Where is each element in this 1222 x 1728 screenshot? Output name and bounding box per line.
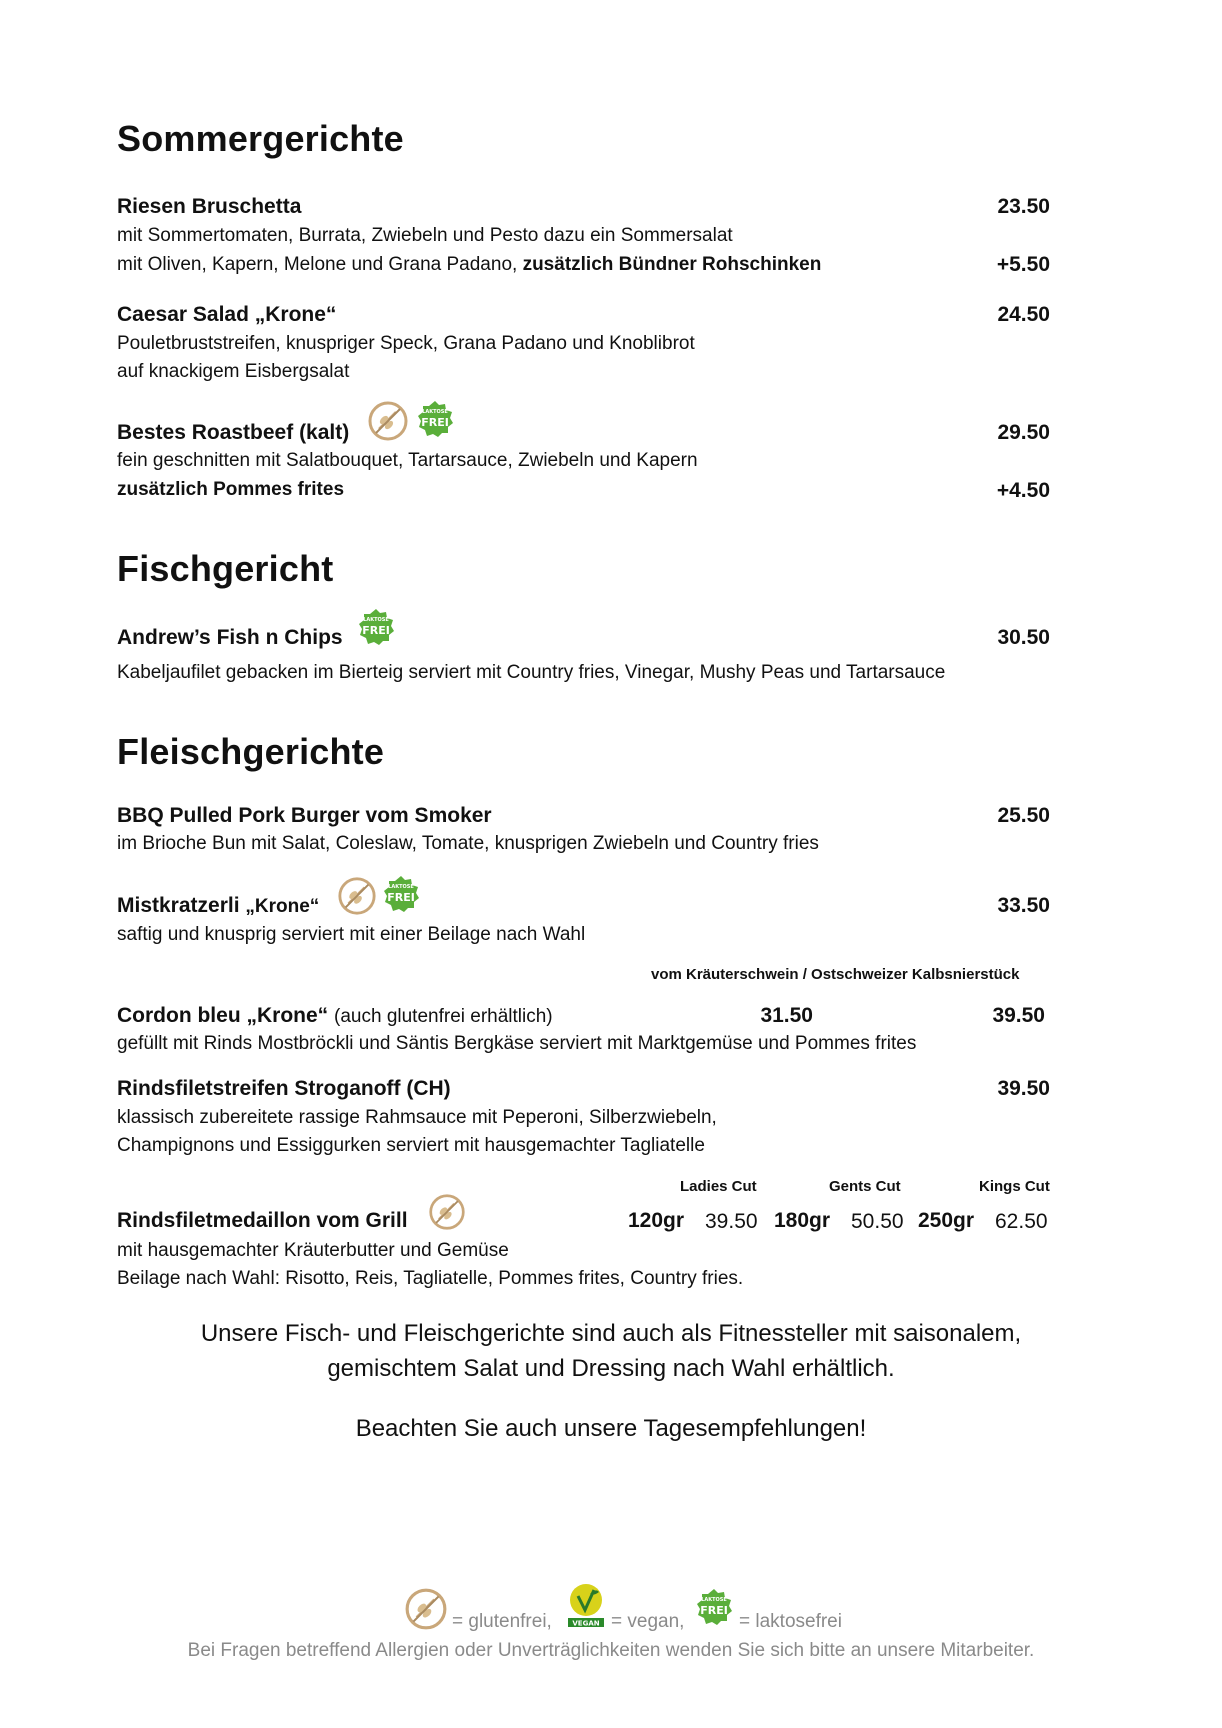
cut-label-gents: Gents Cut: [829, 1178, 901, 1195]
dish-description: auf knackigem Eisbergsalat: [117, 361, 350, 382]
dish-description: klassisch zubereitete rassige Rahmsauce mit Peperoni, Silberzwiebeln,: [117, 1107, 717, 1128]
cut-price: 39.50: [705, 1210, 758, 1233]
dish-name: [117, 894, 319, 918]
dish-description: Champignons und Essiggurken serviert mit hausgemachter Tagliatelle: [117, 1135, 705, 1156]
cut-price: 62.50: [995, 1210, 1048, 1233]
legend-gluten-label: = glutenfrei,: [452, 1611, 552, 1632]
section-heading-sommer: Sommergerichte: [117, 118, 404, 159]
lactose-badge-main: FREI: [387, 891, 415, 904]
dish-price: 25.50: [997, 804, 1050, 827]
vegan-badge-label: VEGAN: [572, 1619, 600, 1628]
dish-description: Beilage nach Wahl: Risotto, Reis, Tagliatelle, Pommes frites, Country fries.: [117, 1268, 744, 1289]
dish-name: Andrew’s Fish n Chips: [117, 626, 343, 649]
legend-lactose-label: = laktosefrei: [739, 1611, 842, 1632]
dish-extra-option: zusätzlich Bündner Rohschinken: [522, 254, 822, 275]
dish-description: gefüllt mit Rinds Mostbröckli und Säntis Bergkäse serviert mit Marktgemüse und Pommes frites: [117, 1033, 917, 1054]
dish-description: Pouletbruststreifen, knuspriger Speck, Grana Padano und Knoblibrot: [117, 333, 695, 354]
dish-name: BBQ Pulled Pork Burger vom Smoker: [117, 804, 492, 827]
gluten-free-icon: [428, 1193, 466, 1231]
dish-description: mit hausgemachter Kräuterbutter und Gemüse: [117, 1240, 509, 1261]
dish-name: Rindsfiletstreifen Stroganoff (CH): [117, 1077, 451, 1100]
vegan-icon: [566, 1582, 606, 1628]
cut-weight: 180gr: [774, 1209, 831, 1232]
dish-name-suffix: „Krone“: [245, 896, 320, 917]
dish-name: Riesen Bruschetta: [117, 195, 302, 218]
dish-name: Bestes Roastbeef (kalt): [117, 421, 350, 444]
dish-description: mit Sommertomaten, Burrata, Zwiebeln und Pesto dazu ein Sommersalat: [117, 225, 733, 246]
dish-name-main: Cordon bleu „Krone“: [117, 1004, 329, 1027]
dish-name: Caesar Salad „Krone“: [117, 303, 337, 326]
dish-description: [117, 254, 821, 276]
daily-recommendations-note: Beachten Sie auch unsere Tagesempfehlungen!: [355, 1415, 867, 1442]
cut-weight: 250gr: [918, 1209, 975, 1232]
section-heading-fleisch: Fleischgerichte: [117, 731, 385, 772]
dish-description: im Brioche Bun mit Salat, Coleslaw, Tomate, knusprigen Zwiebeln und Country fries: [117, 833, 819, 854]
dish-price-variant-b: 39.50: [992, 1004, 1045, 1027]
dish-price: 23.50: [997, 195, 1050, 218]
dish-description: Kabeljaufilet gebacken im Bierteig serviert mit Country fries, Vinegar, Mushy Peas und Tartarsauce: [117, 662, 946, 683]
dish-name: [117, 1004, 553, 1028]
dish-description: saftig und knusprig serviert mit einer Beilage nach Wahl: [117, 924, 586, 945]
dish-price: 24.50: [997, 303, 1050, 326]
legend-vegan-label: = vegan,: [611, 1611, 685, 1632]
dish-price: 30.50: [997, 626, 1050, 649]
dish-price-variant-a: 31.50: [760, 1004, 813, 1027]
lactose-free-icon: [356, 607, 396, 647]
dish-price: 33.50: [997, 894, 1050, 917]
dish-description: fein geschnitten mit Salatbouquet, Tartarsauce, Zwiebeln und Kapern: [117, 450, 698, 471]
lactose-badge-main: FREI: [362, 624, 390, 637]
fitness-note: Unsere Fisch- und Fleischgerichte sind auch als Fitnessteller mit saisonalem,: [200, 1320, 1022, 1347]
dish-price: 39.50: [997, 1077, 1050, 1100]
cut-price: 50.50: [851, 1210, 904, 1233]
lactose-badge-main: FREI: [421, 416, 449, 429]
lactose-badge-top: LAKTOSE: [388, 884, 414, 890]
dish-price: 29.50: [997, 421, 1050, 444]
lactose-free-icon: [415, 399, 455, 439]
allergy-note: Bei Fragen betreffend Allergien oder Unverträglichkeiten wenden Sie sich bitte an unsere Mitarbeiter.: [187, 1640, 1035, 1661]
dish-description-plain: mit Oliven, Kapern, Melone und Grana Padano,: [117, 254, 518, 275]
fitness-note: gemischtem Salat und Dressing nach Wahl erhältlich.: [327, 1355, 895, 1382]
cut-label-kings: Kings Cut: [979, 1178, 1050, 1195]
lactose-badge-top: LAKTOSE: [422, 409, 448, 415]
cut-label-ladies: Ladies Cut: [680, 1178, 757, 1195]
dish-name-main: Mistkratzerli: [117, 894, 240, 917]
lactose-free-icon: [694, 1587, 734, 1627]
lactose-badge-top: LAKTOSE: [701, 1597, 727, 1603]
dish-name-note: (auch glutenfrei erhältlich): [334, 1006, 553, 1027]
dish-extra-option: zusätzlich Pommes frites: [117, 479, 345, 500]
gluten-free-icon: [404, 1587, 448, 1631]
extra-price: +5.50: [996, 253, 1050, 276]
section-heading-fisch: Fischgericht: [117, 548, 334, 589]
extra-price: +4.50: [996, 479, 1050, 502]
lactose-badge-top: LAKTOSE: [363, 617, 389, 623]
variant-header: vom Kräuterschwein / Ostschweizer Kalbsnierstück: [651, 966, 1020, 983]
dish-name: Rindsfiletmedaillon vom Grill: [117, 1209, 408, 1232]
gluten-free-icon: [367, 400, 409, 442]
lactose-badge-main: FREI: [700, 1604, 728, 1617]
cut-weight: 120gr: [628, 1209, 685, 1232]
lactose-free-icon: [381, 874, 421, 914]
gluten-free-icon: [337, 876, 377, 916]
